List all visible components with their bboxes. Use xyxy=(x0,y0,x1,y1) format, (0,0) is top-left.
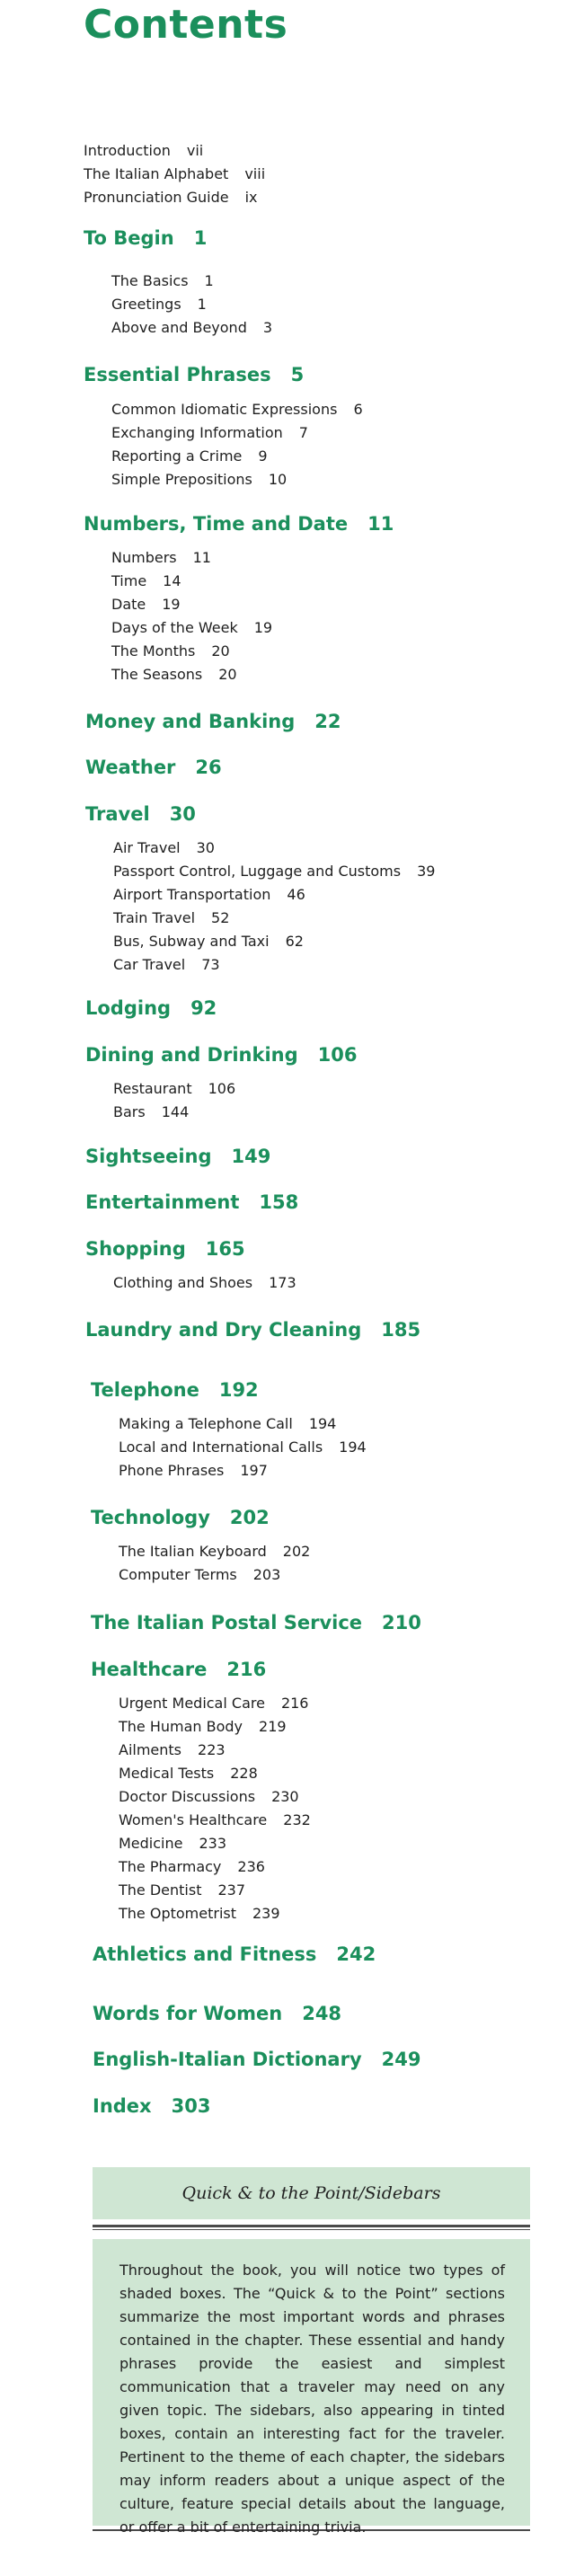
entry-label: Days of the Week xyxy=(111,619,238,636)
section-title: Healthcare xyxy=(91,1659,208,1680)
entry-page: 203 xyxy=(252,1566,281,1583)
section-page: 192 xyxy=(218,1379,259,1401)
sidebar-heading: Quick & to the Point/Sidebars xyxy=(93,2167,530,2219)
front-matter-item[interactable] xyxy=(84,139,265,163)
subsection-list xyxy=(113,1271,296,1295)
section-title: Telephone xyxy=(91,1379,199,1401)
entry-page: 14 xyxy=(163,572,181,589)
entry-page: 6 xyxy=(353,401,363,418)
entry-label: Greetings xyxy=(111,296,181,313)
section-page: 92 xyxy=(190,997,217,1019)
section-title: Essential Phrases xyxy=(84,364,271,385)
entry-page: 19 xyxy=(162,596,181,613)
subsection-item[interactable] xyxy=(111,616,272,640)
front-matter-item[interactable] xyxy=(84,186,265,209)
entry-page: 144 xyxy=(161,1103,190,1120)
section-title: English-Italian Dictionary xyxy=(93,2049,362,2070)
entry-label: The Seasons xyxy=(111,666,203,683)
entry-page: 236 xyxy=(237,1858,265,1875)
entry-page: 3 xyxy=(262,319,273,336)
entry-page: 62 xyxy=(285,933,304,950)
section-title: The Italian Postal Service xyxy=(91,1612,363,1633)
section-page: 202 xyxy=(229,1507,270,1528)
subsection-item[interactable] xyxy=(119,1762,311,1785)
entry-label: The Italian Alphabet xyxy=(84,165,229,182)
subsection-item[interactable] xyxy=(111,468,363,491)
entry-page: 233 xyxy=(199,1835,227,1852)
divider xyxy=(93,2225,530,2227)
subsection-item[interactable] xyxy=(111,546,272,570)
section-page: 158 xyxy=(259,1191,299,1213)
section-heading[interactable] xyxy=(91,1612,421,1633)
section-title: Entertainment xyxy=(85,1191,240,1213)
front-matter-list xyxy=(84,139,265,209)
entry-label: Air Travel xyxy=(113,839,181,856)
entry-page: vii xyxy=(186,142,204,159)
subsection-item[interactable] xyxy=(113,907,435,930)
subsection-item[interactable] xyxy=(113,953,435,977)
subsection-item[interactable] xyxy=(113,1101,235,1124)
subsection-item[interactable] xyxy=(111,398,363,421)
subsection-item[interactable] xyxy=(119,1563,310,1587)
subsection-item[interactable] xyxy=(119,1902,311,1925)
subsection-list xyxy=(119,1692,311,1925)
section-page: 185 xyxy=(381,1319,421,1341)
subsection-item[interactable] xyxy=(119,1739,311,1762)
section-page: 1 xyxy=(193,227,208,249)
entry-label: Urgent Medical Care xyxy=(119,1695,265,1712)
subsection-item[interactable] xyxy=(119,1540,310,1563)
entry-page: 10 xyxy=(268,471,288,488)
section-heading[interactable] xyxy=(93,2049,421,2070)
entry-label: The Months xyxy=(111,642,196,659)
entry-label: Making a Telephone Call xyxy=(119,1415,293,1432)
section-title: Words for Women xyxy=(93,2003,283,2024)
entry-label: Pronunciation Guide xyxy=(84,189,229,206)
entry-label: Clothing and Shoes xyxy=(113,1274,253,1291)
entry-page: 7 xyxy=(298,424,308,441)
subsection-item[interactable] xyxy=(119,1809,311,1832)
subsection-item[interactable] xyxy=(113,930,435,953)
subsection-item[interactable] xyxy=(119,1785,311,1809)
entry-label: Computer Terms xyxy=(119,1566,237,1583)
subsection-item[interactable] xyxy=(111,316,272,340)
entry-page: 46 xyxy=(287,886,305,903)
section-heading[interactable] xyxy=(84,513,394,535)
section-page: 248 xyxy=(302,2003,342,2024)
subsection-item[interactable] xyxy=(119,1459,367,1483)
entry-page: ix xyxy=(244,189,258,206)
subsection-list xyxy=(113,837,435,977)
entry-label: The Basics xyxy=(111,272,189,289)
subsection-item[interactable] xyxy=(111,663,272,686)
entry-label: Passport Control, Luggage and Customs xyxy=(113,863,402,880)
subsection-list xyxy=(111,398,363,491)
entry-label: The Optometrist xyxy=(119,1905,236,1922)
entry-label: The Dentist xyxy=(119,1881,202,1899)
entry-page: 52 xyxy=(211,909,230,926)
section-page: 149 xyxy=(231,1146,271,1167)
entry-page: 30 xyxy=(196,839,215,856)
subsection-item[interactable] xyxy=(113,1271,296,1295)
entry-page: 216 xyxy=(280,1695,309,1712)
entry-label: Train Travel xyxy=(113,909,196,926)
section-title: Index xyxy=(93,2095,152,2117)
entry-page: 237 xyxy=(217,1881,246,1899)
entry-label: Time xyxy=(111,572,147,589)
subsection-item[interactable] xyxy=(111,593,272,616)
section-page: 11 xyxy=(367,513,394,535)
section-heading[interactable] xyxy=(85,997,217,1019)
section-heading[interactable] xyxy=(85,711,341,732)
section-title: Travel xyxy=(85,803,150,825)
entry-label: Women's Healthcare xyxy=(119,1811,268,1828)
entry-label: The Italian Keyboard xyxy=(119,1543,267,1560)
divider xyxy=(93,2229,530,2230)
entry-page: 39 xyxy=(417,863,436,880)
section-title: Dining and Drinking xyxy=(85,1044,298,1066)
subsection-item[interactable] xyxy=(113,1077,235,1101)
entry-label: Numbers xyxy=(111,549,177,566)
subsection-item[interactable] xyxy=(113,883,435,907)
subsection-item[interactable] xyxy=(111,421,363,445)
section-page: 165 xyxy=(205,1238,245,1260)
entry-label: Phone Phrases xyxy=(119,1462,225,1479)
subsection-list xyxy=(113,1077,235,1124)
entry-label: Restaurant xyxy=(113,1080,192,1097)
section-heading[interactable] xyxy=(85,1191,298,1213)
section-title: Athletics and Fitness xyxy=(93,1943,317,1965)
entry-page: 230 xyxy=(271,1788,299,1805)
entry-label: Local and International Calls xyxy=(119,1438,323,1456)
subsection-item[interactable] xyxy=(119,1436,367,1459)
section-page: 249 xyxy=(381,2049,421,2070)
subsection-item[interactable] xyxy=(119,1412,367,1436)
section-title: Shopping xyxy=(85,1238,186,1260)
entry-page: 223 xyxy=(198,1741,226,1758)
section-title: Technology xyxy=(91,1507,210,1528)
entry-label: Common Idiomatic Expressions xyxy=(111,401,338,418)
entry-page: 1 xyxy=(204,272,214,289)
section-title: To Begin xyxy=(84,227,174,249)
subsection-item[interactable] xyxy=(119,1855,311,1879)
section-heading[interactable] xyxy=(93,2003,341,2024)
entry-label: Car Travel xyxy=(113,956,186,973)
subsection-item[interactable] xyxy=(111,640,272,663)
subsection-item[interactable] xyxy=(113,837,435,860)
entry-page: 173 xyxy=(269,1274,296,1291)
subsection-item[interactable] xyxy=(119,1715,311,1739)
entry-label: Medicine xyxy=(119,1835,183,1852)
subsection-item[interactable] xyxy=(113,860,435,883)
section-heading[interactable] xyxy=(84,364,304,385)
entry-label: Simple Prepositions xyxy=(111,471,252,488)
section-title: Laundry and Dry Cleaning xyxy=(85,1319,362,1341)
entry-page: 9 xyxy=(258,447,268,465)
entry-label: The Human Body xyxy=(119,1718,243,1735)
section-page: 22 xyxy=(314,711,341,732)
entry-page: 194 xyxy=(339,1438,367,1456)
entry-label: Date xyxy=(111,596,146,613)
entry-page: 19 xyxy=(253,619,273,636)
subsection-list xyxy=(111,546,272,686)
subsection-item[interactable] xyxy=(111,293,272,316)
section-heading[interactable] xyxy=(85,757,222,778)
section-page: 216 xyxy=(226,1659,267,1680)
front-matter-item[interactable] xyxy=(84,163,265,186)
section-page: 210 xyxy=(382,1612,421,1633)
entry-page: 219 xyxy=(259,1718,287,1735)
entry-page: 197 xyxy=(240,1462,268,1479)
page-title: Contents xyxy=(84,2,288,48)
sidebar-text: Throughout the book, you will notice two types of shaded boxes. The “Quick & to the Point” sections summarize the most important words and phrases contained in the chapter. These essential and handy phrases provide the easiest and simplest communication that a traveler may need on any given topic. The sidebars, also appearing in tinted boxes, contain an interesting fact for the traveler. Pertinent to the theme of each chapter, the sidebars may inform readers about a unique aspect of the culture, feature special details about the language, or offer a bit of entertaining trivia. xyxy=(93,2239,530,2526)
section-heading[interactable] xyxy=(91,1379,259,1401)
entry-label: Exchanging Information xyxy=(111,424,283,441)
entry-label: Reporting a Crime xyxy=(111,447,243,465)
entry-page: 106 xyxy=(208,1080,236,1097)
entry-label: Above and Beyond xyxy=(111,319,247,336)
entry-page: 239 xyxy=(252,1905,280,1922)
entry-page: 194 xyxy=(308,1415,337,1432)
section-page: 106 xyxy=(317,1044,358,1066)
subsection-item[interactable] xyxy=(111,270,272,293)
subsection-item[interactable] xyxy=(119,1692,311,1715)
section-title: Weather xyxy=(85,757,176,778)
entry-page: 20 xyxy=(211,642,230,659)
entry-label: Airport Transportation xyxy=(113,886,271,903)
section-heading[interactable] xyxy=(85,1146,270,1167)
subsection-item[interactable] xyxy=(119,1879,311,1902)
entry-label: Bus, Subway and Taxi xyxy=(113,933,270,950)
section-heading[interactable] xyxy=(91,1507,270,1528)
section-page: 242 xyxy=(336,1943,376,1965)
entry-page: 20 xyxy=(218,666,237,683)
sidebar-box xyxy=(93,2167,530,2556)
section-page: 26 xyxy=(195,757,222,778)
entry-label: Bars xyxy=(113,1103,146,1120)
entry-label: Ailments xyxy=(119,1741,182,1758)
section-heading[interactable] xyxy=(85,1238,245,1260)
entry-page: 202 xyxy=(282,1543,311,1560)
section-page: 5 xyxy=(290,364,305,385)
section-page: 30 xyxy=(169,803,196,825)
section-page: 303 xyxy=(171,2095,211,2117)
section-title: Lodging xyxy=(85,997,172,1019)
entry-label: Introduction xyxy=(84,142,171,159)
section-heading[interactable] xyxy=(84,227,207,249)
entry-page: 232 xyxy=(283,1811,311,1828)
section-heading[interactable] xyxy=(85,803,196,825)
section-heading[interactable] xyxy=(85,1319,420,1341)
section-heading[interactable] xyxy=(91,1659,266,1680)
entry-label: Doctor Discussions xyxy=(119,1788,256,1805)
section-title: Money and Banking xyxy=(85,711,296,732)
entry-label: The Pharmacy xyxy=(119,1858,222,1875)
subsection-list xyxy=(119,1540,310,1587)
section-title: Numbers, Time and Date xyxy=(84,513,349,535)
entry-page: viii xyxy=(244,165,266,182)
section-heading[interactable] xyxy=(93,1943,376,1965)
entry-page: 1 xyxy=(197,296,207,313)
subsection-item[interactable] xyxy=(111,570,272,593)
entry-page: 11 xyxy=(192,549,211,566)
subsection-item[interactable] xyxy=(111,445,363,468)
subsection-list xyxy=(119,1412,367,1483)
section-heading[interactable] xyxy=(85,1044,357,1066)
section-heading[interactable] xyxy=(93,2095,210,2117)
subsection-list xyxy=(111,270,272,340)
entry-page: 228 xyxy=(230,1765,258,1782)
entry-label: Medical Tests xyxy=(119,1765,215,1782)
entry-page: 73 xyxy=(201,956,220,973)
subsection-item[interactable] xyxy=(119,1832,311,1855)
section-title: Sightseeing xyxy=(85,1146,212,1167)
